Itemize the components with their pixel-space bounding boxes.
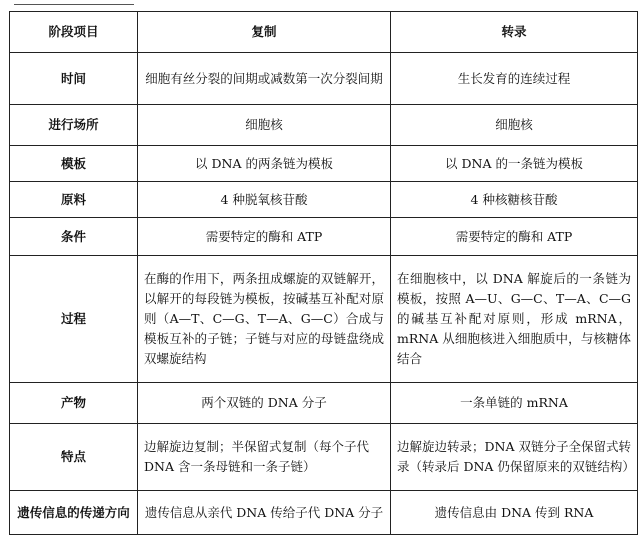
row-label: 产物 bbox=[10, 383, 138, 424]
replication-cell: 以 DNA 的两条链为模板 bbox=[138, 146, 391, 182]
top-edge-fragment bbox=[14, 0, 134, 5]
header-row bbox=[10, 12, 638, 53]
table-row bbox=[10, 182, 638, 218]
row-label: 进行场所 bbox=[10, 105, 138, 146]
header-transcription: 转录 bbox=[391, 12, 638, 53]
replication-cell: 4 种脱氧核苷酸 bbox=[138, 182, 391, 218]
replication-cell: 需要特定的酶和 ATP bbox=[138, 218, 391, 256]
row-label: 遗传信息的传递方向 bbox=[10, 491, 138, 535]
replication-cell: 细胞核 bbox=[138, 105, 391, 146]
transcription-cell: 细胞核 bbox=[391, 105, 638, 146]
row-label: 时间 bbox=[10, 53, 138, 105]
row-label: 特点 bbox=[10, 424, 138, 491]
table-row bbox=[10, 218, 638, 256]
comparison-table bbox=[9, 11, 638, 535]
table-row bbox=[10, 491, 638, 535]
header-stage-item: 阶段项目 bbox=[10, 12, 138, 53]
row-label: 条件 bbox=[10, 218, 138, 256]
header-replication: 复制 bbox=[138, 12, 391, 53]
replication-cell: 边解旋边复制；半保留式复制（每个子代 DNA 含一条母链和一条子链） bbox=[138, 424, 391, 491]
transcription-cell: 一条单链的 mRNA bbox=[391, 383, 638, 424]
table-row bbox=[10, 256, 638, 383]
table-row bbox=[10, 383, 638, 424]
transcription-cell: 生长发育的连续过程 bbox=[391, 53, 638, 105]
row-label: 原料 bbox=[10, 182, 138, 218]
replication-cell: 遗传信息从亲代 DNA 传给子代 DNA 分子 bbox=[138, 491, 391, 535]
table-row bbox=[10, 105, 638, 146]
table-row bbox=[10, 146, 638, 182]
replication-cell: 细胞有丝分裂的间期或减数第一次分裂间期 bbox=[138, 53, 391, 105]
table-row bbox=[10, 424, 638, 491]
replication-cell: 两个双链的 DNA 分子 bbox=[138, 383, 391, 424]
replication-cell: 在酶的作用下，两条扭成螺旋的双链解开，以解开的每段链为模板，按碱基互补配对原则（A—T、C—G、T—A、G—C）合成与模板互补的子链；子链与对应的母链盘绕成双螺旋结构 bbox=[138, 256, 391, 383]
transcription-cell: 遗传信息由 DNA 传到 RNA bbox=[391, 491, 638, 535]
transcription-cell: 以 DNA 的一条链为模板 bbox=[391, 146, 638, 182]
transcription-cell: 边解旋边转录；DNA 双链分子全保留式转录（转录后 DNA 仍保留原来的双链结构） bbox=[391, 424, 638, 491]
table-row bbox=[10, 53, 638, 105]
row-label: 模板 bbox=[10, 146, 138, 182]
row-label: 过程 bbox=[10, 256, 138, 383]
transcription-cell: 需要特定的酶和 ATP bbox=[391, 218, 638, 256]
transcription-cell: 4 种核糖核苷酸 bbox=[391, 182, 638, 218]
transcription-cell: 在细胞核中，以 DNA 解旋后的一条链为模板，按照 A—U、G—C、T—A、C—G 的碱基互补配对原则，形成 mRNA，mRNA 从细胞核进入细胞质中，与核糖体结合 bbox=[391, 256, 638, 383]
